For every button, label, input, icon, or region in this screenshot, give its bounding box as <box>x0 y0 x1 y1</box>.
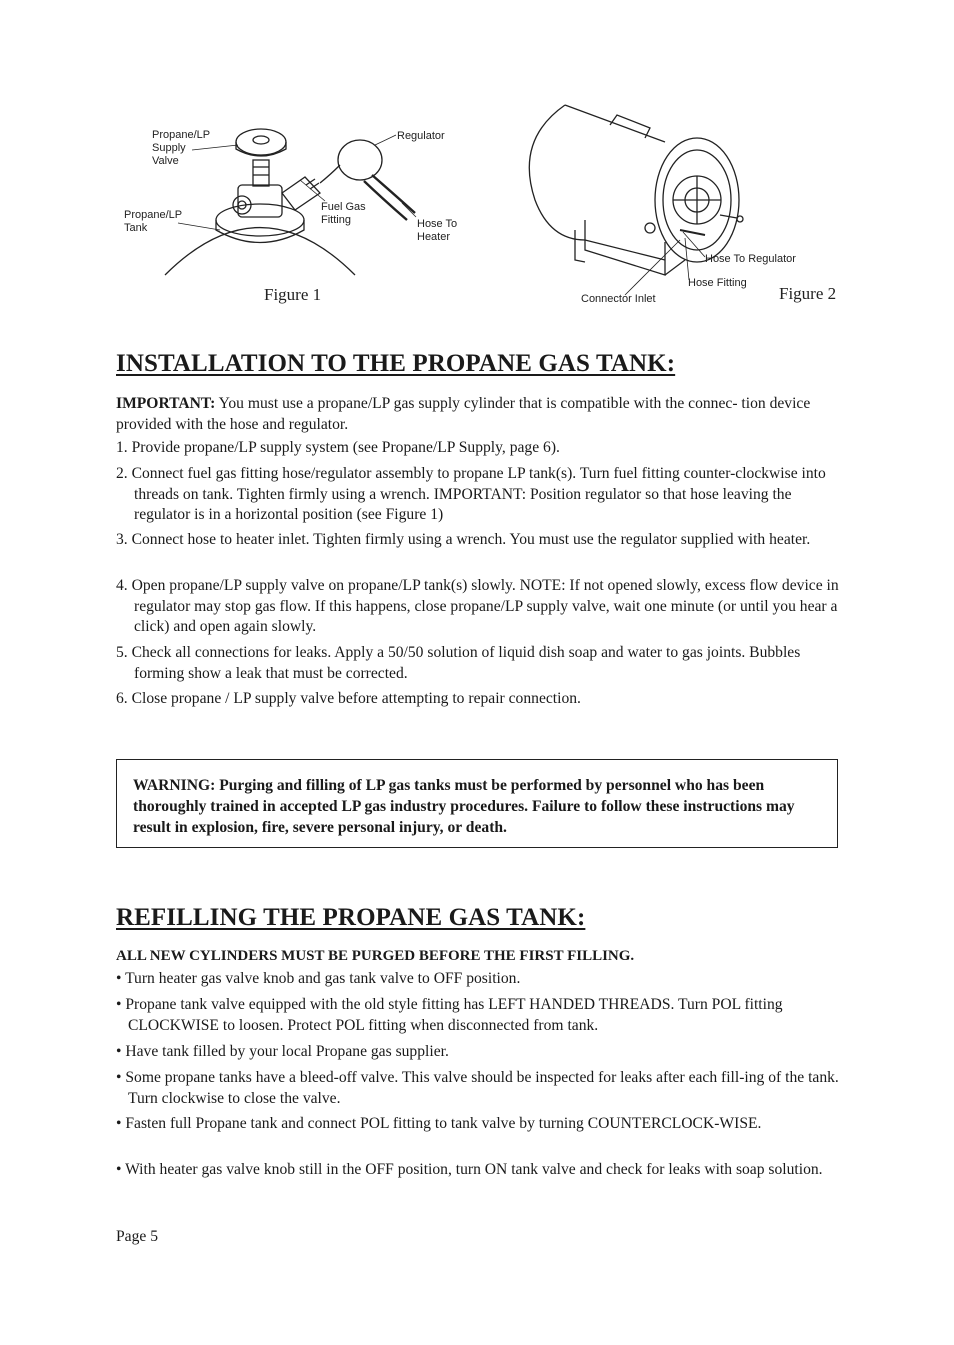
figure-1-caption: Figure 1 <box>264 285 322 304</box>
install-step-4: 4. Open propane/LP supply valve on propane/LP tank(s) slowly. NOTE: If not opened slowly, excess flow device in regulator may stop gas flow. If this happens, close propane/LP supply valve, wait one minute (or until you hear a click) and open again slowly. <box>116 577 839 635</box>
install-step-5: 5. Check all connections for leaks. Apply a 50/50 solution of liquid dish soap and water to gas joints. Bubbles forming show a leak that must be corrected. <box>116 644 801 682</box>
label-tank: Propane/LP Tank <box>124 209 183 234</box>
warning-box <box>116 759 838 848</box>
label-hose-to-regulator: Hose To Regulator <box>705 253 796 265</box>
refill-bullet-6: • With heater gas valve knob still in the OFF position, turn ON tank valve and check for leaks with soap solution. <box>116 1161 823 1178</box>
refill-bullet-2: • Propane tank valve equipped with the old style fitting has LEFT HANDED THREADS. Turn POL fitting CLOCKWISE to loosen. Protect POL fitting when disconnected from tank. <box>116 996 783 1034</box>
page-number: Page 5 <box>116 1228 159 1245</box>
important-note <box>116 394 840 435</box>
important-text: You must use a propane/LP gas supply cylinder that is compatible with the connec- tion device provided with the hose and regulator. <box>116 395 811 433</box>
refill-bullet-4: • Some propane tanks have a bleed-off valve. This valve should be inspected for leaks after each fill-ing of the tank. Turn clockwise to close the valve. <box>116 1069 839 1107</box>
label-supply-valve: Propane/LP Supply Valve <box>152 129 211 167</box>
important-label: IMPORTANT: <box>116 395 216 412</box>
figure-2-caption: Figure 2 <box>779 284 837 303</box>
warning-text: WARNING: Purging and filling of LP gas tanks must be performed by personnel who has been thoroughly trained in accepted LP gas industry procedures. Failure to follow these instructions may result in explosion, fire, severe personal injury, or death. <box>133 777 795 836</box>
refilling-heading: REFILLING THE PROPANE GAS TANK: <box>116 904 586 931</box>
figure-2 <box>515 100 855 315</box>
install-step-3: 3. Connect hose to heater inlet. Tighten firmly using a wrench. You must use the regulator supplied with heater. <box>116 531 811 548</box>
refilling-subheading: ALL NEW CYLINDERS MUST BE PURGED BEFORE THE FIRST FILLING. <box>116 948 635 964</box>
label-hose-to-heater: Hose To Heater <box>417 218 458 243</box>
install-step-2: 2. Connect fuel gas fitting hose/regulator assembly to propane LP tank(s). Turn fuel fitting counter-clockwise into threads on tank. Tighten firmly using a wrench. IMPORTANT: Position regulator so that hose leaving the regulator is in a horizontal position (see Figure 1) <box>116 465 826 523</box>
installation-heading: INSTALLATION TO THE PROPANE GAS TANK: <box>116 350 676 377</box>
refill-bullet-1: • Turn heater gas valve knob and gas tank valve to OFF position. <box>116 970 521 987</box>
install-step-6: 6. Close propane / LP supply valve before attempting to repair connection. <box>116 690 581 707</box>
refill-bullet-3: • Have tank filled by your local Propane gas supplier. <box>116 1043 449 1060</box>
label-hose-fitting: Hose Fitting <box>688 277 747 289</box>
figure-1 <box>120 105 480 315</box>
label-fuel-gas-fitting: Fuel Gas Fitting <box>321 201 366 226</box>
install-step-1: 1. Provide propane/LP supply system (see Propane/LP Supply, page 6). <box>116 439 560 456</box>
label-regulator: Regulator <box>397 130 445 142</box>
label-connector-inlet: Connector Inlet <box>581 293 656 305</box>
heater-illustration <box>515 100 855 315</box>
refill-bullet-5: • Fasten full Propane tank and connect POL fitting to tank valve by turning COUNTERCLOCK-WISE. <box>116 1115 762 1132</box>
